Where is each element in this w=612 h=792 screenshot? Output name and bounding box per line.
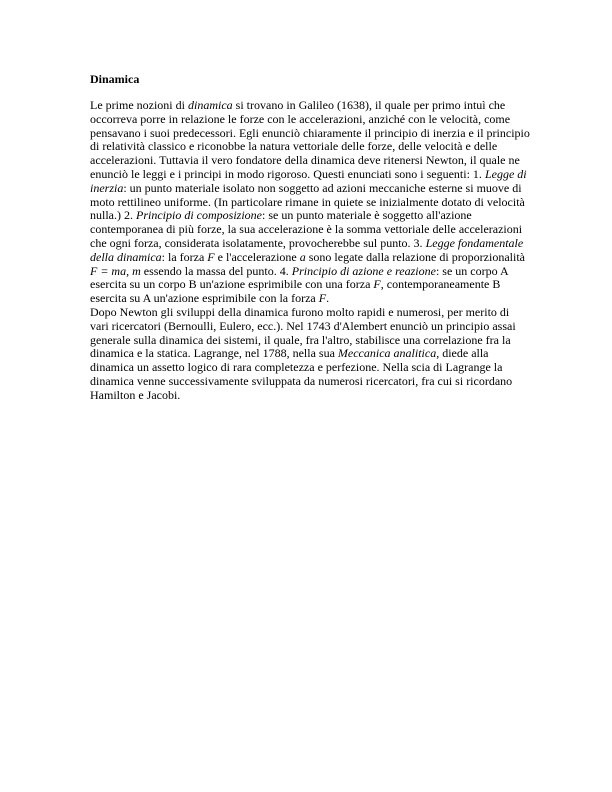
italic-symbol: a <box>299 249 306 264</box>
text-run: : la forza <box>161 249 208 264</box>
paragraph-galileo-newton <box>90 99 530 306</box>
italic-term: Principio di composizione <box>136 208 262 223</box>
italic-symbol: F <box>318 291 327 306</box>
italic-term: Legge fondamentale della dinamica <box>90 235 524 264</box>
text-run: sono legate dalla relazione di proporzionalità <box>305 249 525 264</box>
italic-symbol: F <box>207 249 215 264</box>
italic-symbol: F <box>373 277 381 292</box>
italic-term: Meccanica analitica <box>337 346 437 361</box>
text-run: Le prime nozioni di <box>90 98 188 112</box>
text-run: Dopo Newton gli sviluppi della dinamica furono molto rapidi e numerosi, per merito di vari ricercatori (Bernoulli, Eulero, ecc.). Nel 1743 d'Alembert enunciò un principio assai generale sulla dinamica dei sistemi, il quale, fra l'altro, stabilisce una correlazione fra la dinamica e la statica. Lagrange, nel 1788, nella sua <box>90 304 516 361</box>
text-run: : un punto materiale isolato non soggetto ad azioni meccaniche esterne si muove di moto rettilineo uniforme. (In particolare rimane in quiete se inizialmente dotato di velocità nulla.) 2. <box>90 180 525 223</box>
text-run: : se un punto materiale è soggetto all'azione contemporanea di più forze, la sua accelerazione è la somma vettoriale delle accelerazioni che ogni forza, considerata isolatamente, provocherebbe sul punto. 3. <box>90 208 523 250</box>
italic-term: Principio di azione e reazione <box>291 263 436 278</box>
text-run: , contemporaneamente B esercita su A un'azione esprimibile con la forza <box>90 277 501 306</box>
text-run: e l'accelerazione <box>214 249 300 264</box>
italic-term: Legge di inerzia <box>90 166 527 195</box>
text-run: si trovano in Galileo (1638), il quale per primo intuì che occorreva porre in relazione le forze con le accelerazioni, anziché con le velocità, come pensavano i suoi predecessori. Egli enunciò chiaramente il principio di inerzia e il principio di relatività classico e riconobbe la natura vettoriale delle forze, delle velocità e delle accelerazioni. Tuttavia il vero fondatore della dinamica deve ritenersi Newton, il quale ne enunciò le leggi e i principi in modo rigoroso. Questi enunciati sono i seguenti: 1. <box>90 98 530 181</box>
text-run: essendo la massa del punto. 4. <box>140 263 292 278</box>
text-run: . <box>326 291 330 306</box>
text-run: , diede alla dinamica un assetto logico di rara completezza e perfezione. Nella scia di Lagrange la dinamica venne successivamente sviluppata da numerosi ricercatori, fra cui si ricordano Hamilton e Jacobi. <box>90 346 513 402</box>
paragraph-after-newton <box>90 306 530 403</box>
document-title: Dinamica <box>90 72 140 86</box>
document-body <box>90 99 530 403</box>
italic-formula: F = ma, m <box>90 263 141 278</box>
italic-term: dinamica <box>187 98 233 112</box>
text-run: : se un corpo A esercita su un corpo B un'azione esprimibile con una forza <box>90 263 508 292</box>
